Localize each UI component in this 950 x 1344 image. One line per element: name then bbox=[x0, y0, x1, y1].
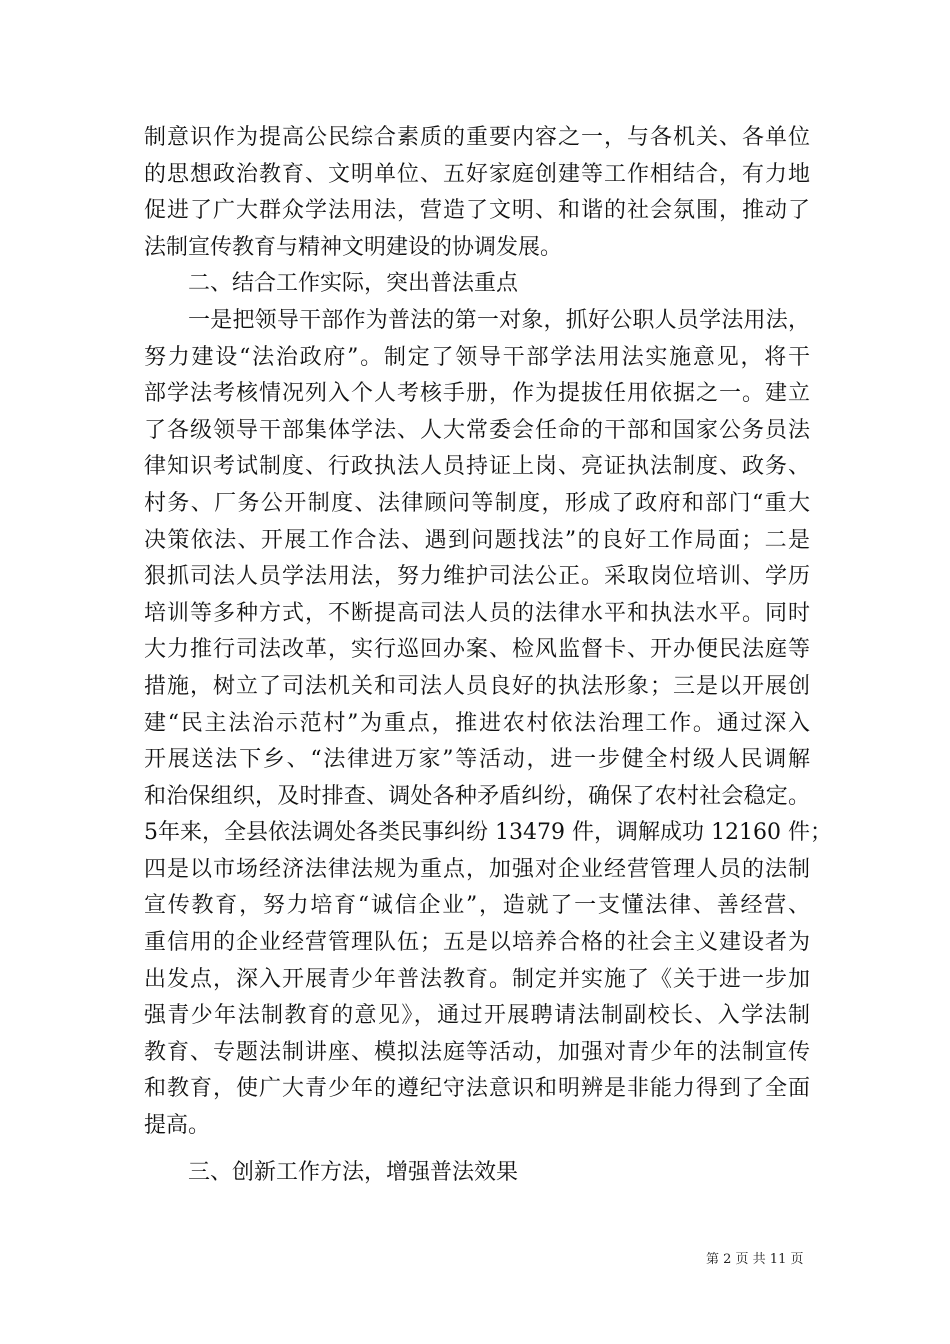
text-line: 和治保组织，及时排查、调处各种矛盾纠纷，确保了农村社会稳定。 bbox=[144, 783, 810, 809]
text-line: 培训等多种方式，不断提高司法人员的法律水平和执法水平。同时 bbox=[144, 600, 810, 626]
text-line: 村务、厂务公开制度、法律顾问等制度，形成了政府和部门“重大 bbox=[144, 490, 810, 516]
text-line: 5年来，全县依法调处各类民事纠纷 13479 件，调解成功 12160 件； bbox=[144, 820, 832, 846]
text-line: 律知识考试制度、行政执法人员持证上岗、亮证执法制度、政务、 bbox=[144, 454, 810, 480]
text-line: 的思想政治教育、文明单位、五好家庭创建等工作相结合，有力地 bbox=[144, 161, 810, 187]
text-line: 四是以市场经济法律法规为重点，加强对企业经营管理人员的法制 bbox=[144, 856, 810, 882]
text-line: 了各级领导干部集体学法、人大常委会任命的干部和国家公务员法 bbox=[144, 417, 810, 443]
text-line: 部学法考核情况列入个人考核手册，作为提拔任用依据之一。建立 bbox=[144, 381, 810, 407]
section-heading-3: 三、创新工作方法，增强普法效果 bbox=[188, 1159, 519, 1185]
text-line: 一是把领导干部作为普法的第一对象，抓好公职人员学法用法， bbox=[188, 307, 810, 333]
body-text bbox=[144, 120, 832, 1191]
page-number: 第 2 页 共 11 页 bbox=[706, 1252, 804, 1267]
text-line: 出发点，深入开展青少年普法教育。制定并实施了《关于进一步加 bbox=[144, 966, 810, 992]
text-line: 开展送法下乡、“法律进万家”等活动，进一步健全村级人民调解 bbox=[144, 747, 810, 773]
text-line: 决策依法、开展工作合法、遇到问题找法”的良好工作局面；二是 bbox=[144, 527, 810, 553]
text-line: 教育、专题法制讲座、模拟法庭等活动，加强对青少年的法制宣传 bbox=[144, 1039, 810, 1065]
text-line: 促进了广大群众学法用法，营造了文明、和谐的社会氛围，推动了 bbox=[144, 198, 810, 224]
text-line: 努力建设“法治政府”。制定了领导干部学法用法实施意见，将干 bbox=[144, 344, 810, 370]
text-line: 大力推行司法改革，实行巡回办案、检风监督卡、开办便民法庭等 bbox=[144, 637, 810, 663]
text-line: 提高。 bbox=[144, 1113, 211, 1139]
blank-line bbox=[144, 1145, 810, 1155]
text-line: 狠抓司法人员学法用法，努力维护司法公正。采取岗位培训、学历 bbox=[144, 564, 810, 590]
text-line: 制意识作为提高公民综合素质的重要内容之一，与各机关、各单位 bbox=[144, 125, 810, 150]
text-line: 和教育，使广大青少年的遵纪守法意识和明辨是非能力得到了全面 bbox=[144, 1076, 810, 1102]
text-line: 重信用的企业经营管理队伍；五是以培养合格的社会主义建设者为 bbox=[144, 930, 810, 956]
text-line: 强青少年法制教育的意见》，通过开展聘请法制副校长、入学法制 bbox=[144, 1003, 810, 1029]
section-heading-2: 二、结合工作实际，突出普法重点 bbox=[188, 271, 519, 297]
text-line: 建“民主法治示范村”为重点，推进农村依法治理工作。通过深入 bbox=[144, 710, 810, 736]
text-line: 宣传教育，努力培育“诚信企业”，造就了一支懂法律、善经营、 bbox=[144, 893, 810, 919]
text-line: 法制宣传教育与精神文明建设的协调发展。 bbox=[144, 234, 563, 260]
text-line: 措施，树立了司法机关和司法人员良好的执法形象；三是以开展创 bbox=[144, 673, 810, 699]
